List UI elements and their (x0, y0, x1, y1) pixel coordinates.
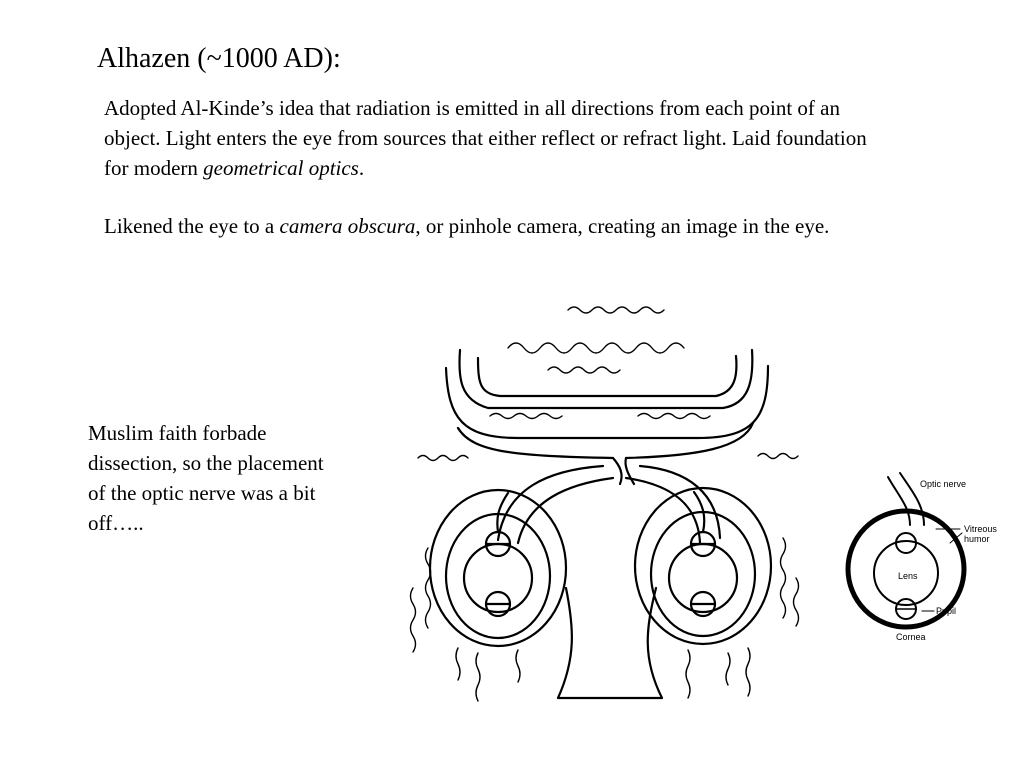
label-pupil: Pupil (936, 606, 957, 616)
slide-title: Alhazen (~1000 AD): (97, 43, 341, 74)
paragraph-text-end: , or pinhole camera, creating an image in the eye. (415, 214, 830, 238)
label-vitreous: Vitreous (964, 524, 997, 534)
paragraph-text-end: . (358, 156, 365, 180)
emphasis-camera-obscura: camera obscura (279, 214, 416, 238)
paragraph-text: Adopted Al-Kinde’s idea that radiation is emitted in all directions from each point of an object. Light enters the eye from sources that either reflect or refract light. Laid foundation for modern (104, 96, 867, 180)
modern-eye-diagram (840, 465, 1005, 650)
emphasis-geometrical-optics: geometrical optics (203, 156, 359, 180)
manuscript-eye-illustration (398, 288, 818, 713)
paragraph-radiation (104, 93, 894, 183)
side-note: Muslim faith forbade dissection, so the placement of the optic nerve was a bit off….. (88, 421, 324, 535)
label-optic-nerve: Optic nerve (920, 479, 967, 489)
label-lens: Lens (898, 571, 918, 581)
label-cornea: Cornea (896, 632, 926, 642)
label-humor: humor (964, 534, 990, 544)
paragraph-text: Likened the eye to a (104, 214, 280, 238)
paragraph-camera-obscura (104, 211, 894, 241)
